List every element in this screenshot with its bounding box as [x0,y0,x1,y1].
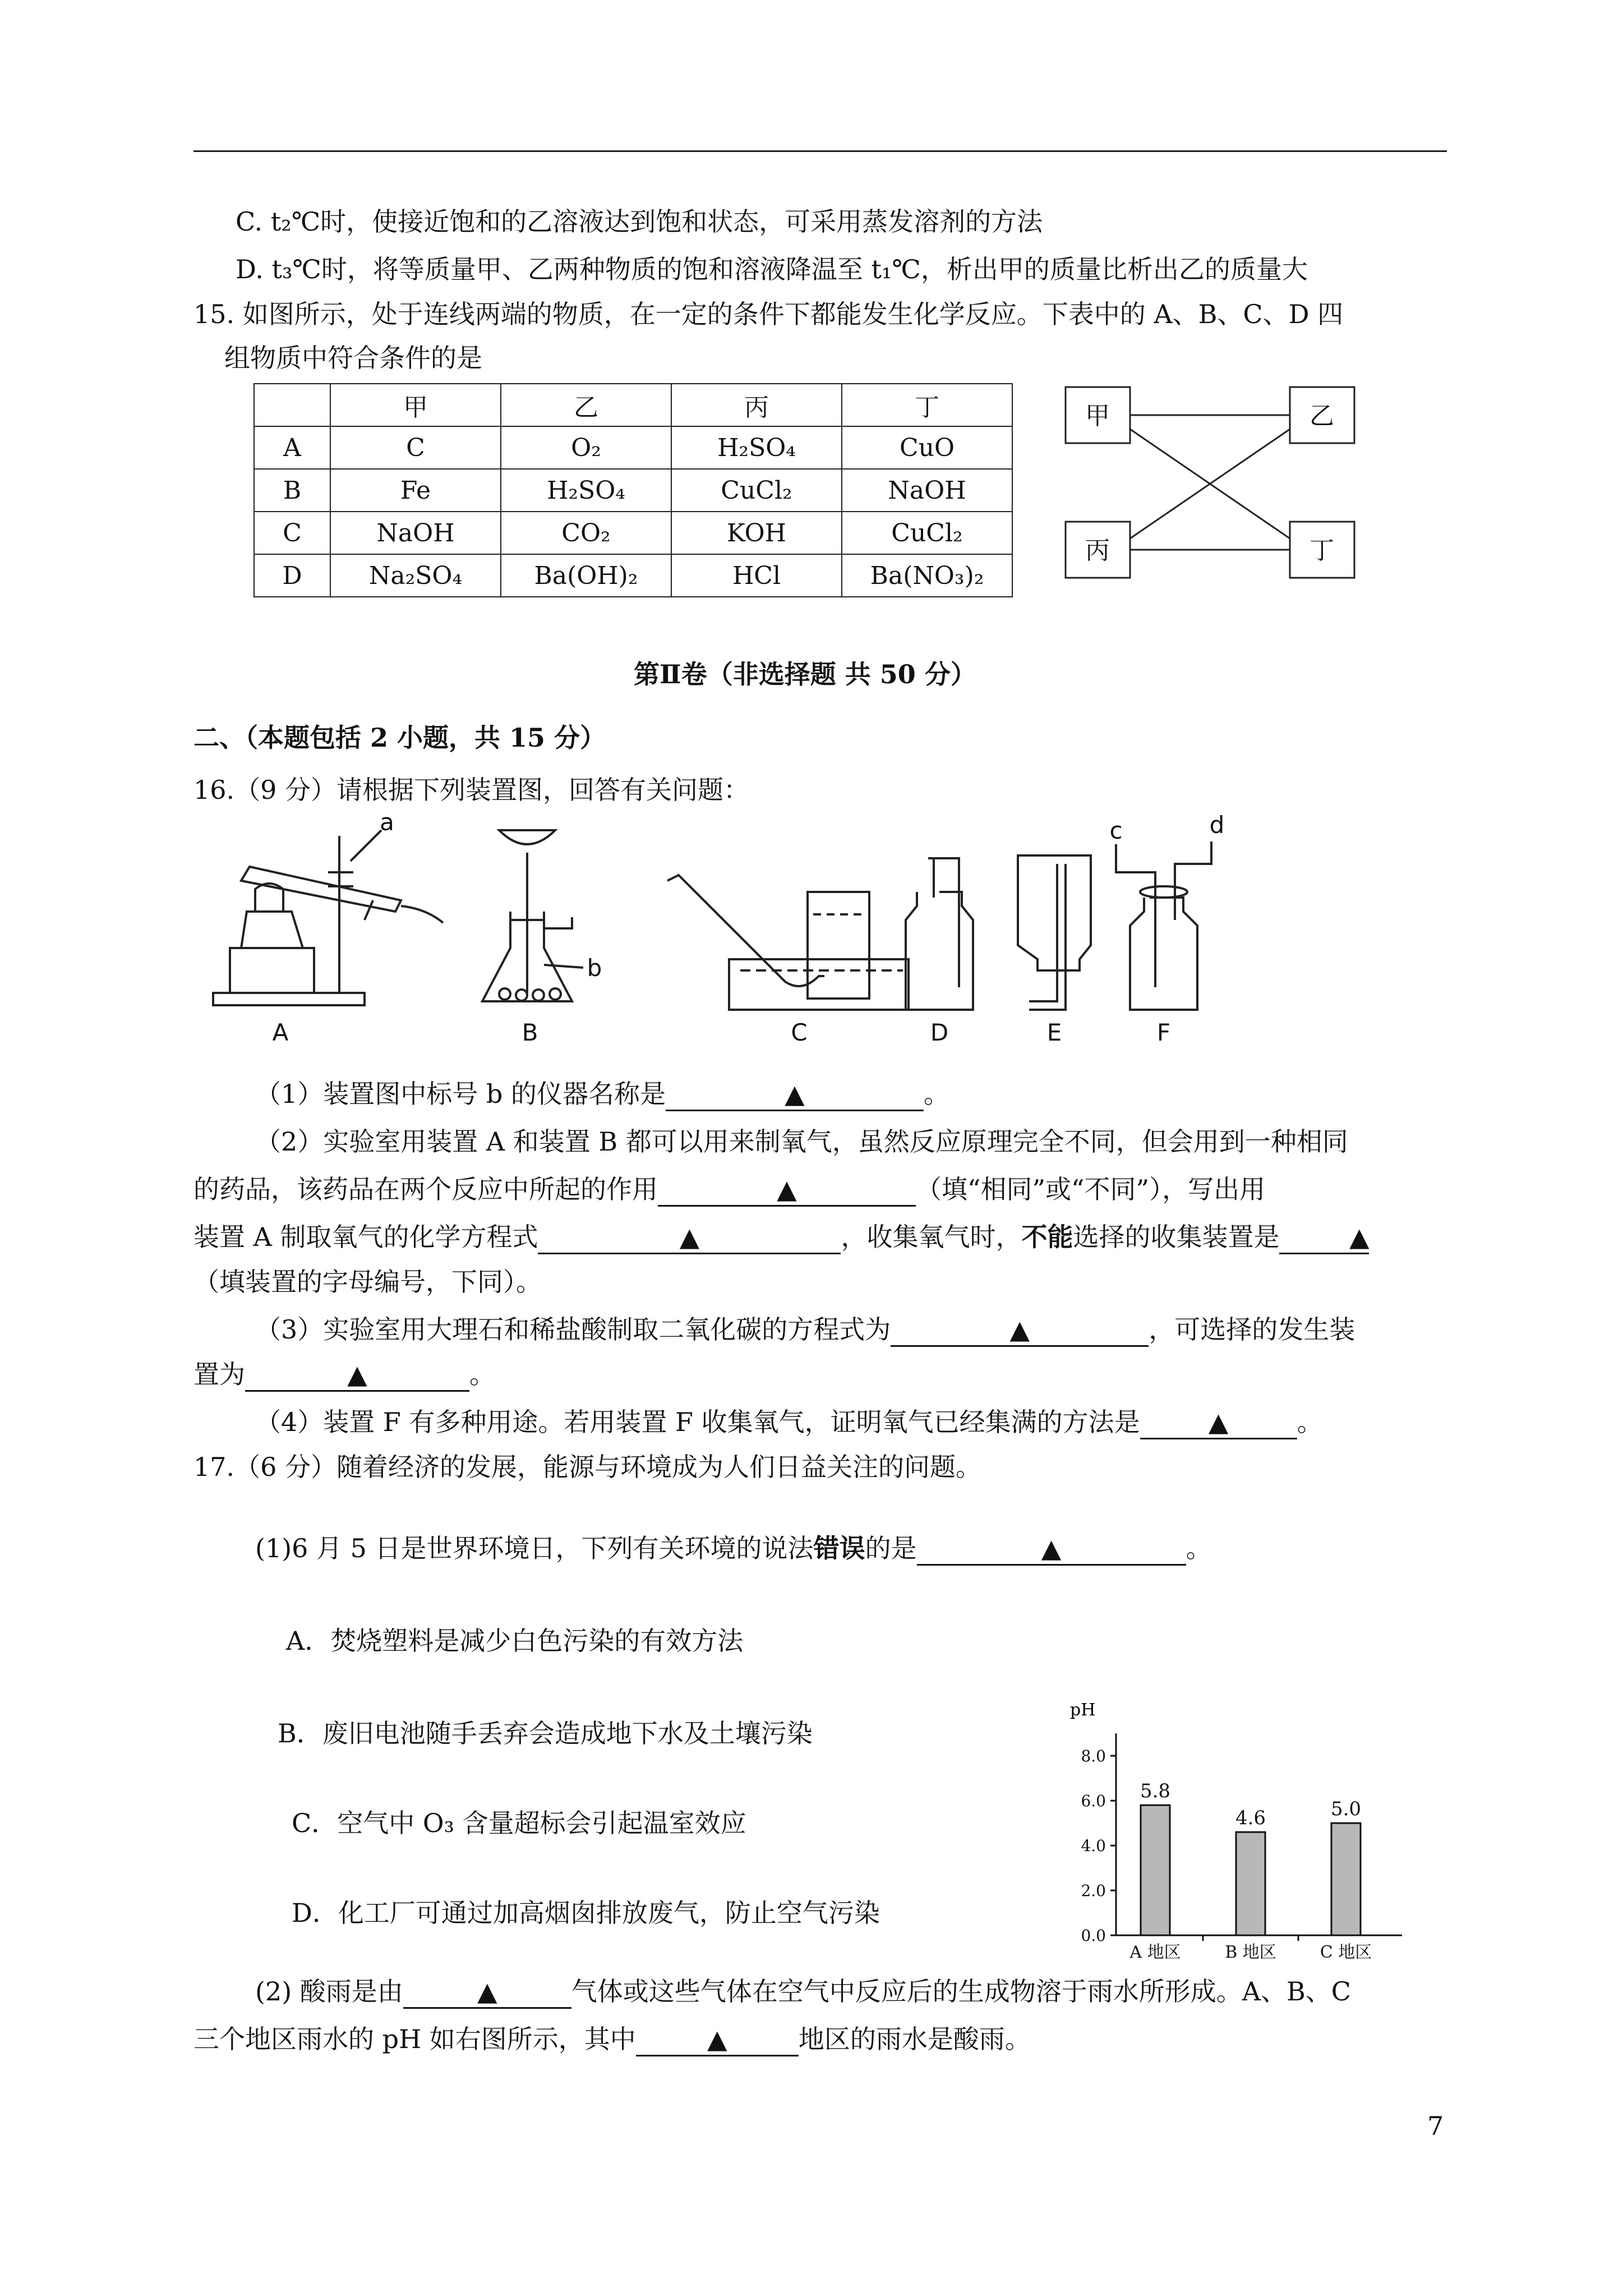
q16-part4: （4）装置 F 有多种用途。若用装置 F 收集氧气，证明氧气已经集满的方法是 ▲ 。 [255,1405,1323,1439]
q17-part1: (1)6 月 5 日是世界环境日，下列有关环境的说法错误的是 ▲ 。 [255,1531,1212,1566]
table-cell: Ba(OH)₂ [501,554,671,597]
chart-bar [1141,1805,1170,1935]
table-cell: CuCl₂ [671,469,842,512]
q17-option-b: B．废旧电池随手丢弃会造成地下水及土壤污染 [278,1718,813,1749]
q14-option-c: C. t₂℃时，使接近饱和的乙溶液达到饱和状态，可采用蒸发溶剂的方法 [236,206,1043,237]
label-bing: 丙 [1085,536,1110,565]
table-cell: B [254,469,330,512]
chart-data-label: 4.6 [1235,1807,1266,1829]
table-header-row [254,384,1012,426]
q15-options-table [253,383,1013,597]
chart-ylabel: pH [1070,1700,1096,1720]
apparatus-e [1018,855,1091,1010]
table-row [254,426,1012,469]
table-cell: NaOH [330,512,501,554]
table-cell: 丙 [671,384,842,426]
apparatus-label-a: A [272,1019,289,1043]
table-cell: O₂ [501,426,671,469]
table-cell: 丁 [842,384,1012,426]
table-cell: CuCl₂ [842,512,1012,554]
q16-apparatus-figure [208,808,1329,1043]
label-ding: 丁 [1310,536,1334,565]
header-rule [193,150,1447,152]
table-cell: A [254,426,330,469]
table-cell: C [330,426,501,469]
table-cell: NaOH [842,469,1012,512]
table-row [254,469,1012,512]
apparatus-a [213,830,443,1005]
q16-part2-line2: 的药品，该药品在两个反应中所起的作用 ▲ （填“相同”或“不同”），写出用 [193,1172,1265,1207]
answer-blank[interactable]: ▲ [403,1976,571,2009]
q17-stem: 17.（6 分）随着经济的发展，能源与环境成为人们日益关注的问题。 [193,1452,982,1482]
ph-bar-chart [1054,1694,1413,1969]
table-cell: H₂SO₄ [671,426,842,469]
label-yi: 乙 [1310,402,1334,430]
chart-category-label: C 地区 [1320,1943,1372,1962]
mark-c: c [1109,817,1123,844]
apparatus-label-e: E [1046,1019,1062,1043]
chart-y-tick-label: 2.0 [1081,1881,1106,1900]
q17-option-c: C．空气中 O₃ 含量超标会引起温室效应 [292,1808,746,1838]
table-row [254,554,1012,597]
q16-part2-line4: （填装置的字母编号，下同）。 [193,1267,542,1297]
apparatus-label-d: D [930,1019,949,1043]
chart-data-label: 5.0 [1330,1798,1362,1820]
chart-y-tick-label: 8.0 [1081,1747,1106,1765]
q15-stem-line1: 15. 如图所示，处于连线两端的物质，在一定的条件下都能发生化学反应。下表中的 A、B、C、D 四 [193,299,1344,329]
table-cell: 乙 [501,384,671,426]
q16-part3-line1: （3）实验室用大理石和稀盐酸制取二氧化碳的方程式为 ▲ ，可选择的发生装 [255,1313,1355,1347]
answer-blank[interactable]: ▲ [1279,1221,1369,1254]
answer-blank[interactable]: ▲ [666,1078,924,1111]
q16-part1: （1）装置图中标号 b 的仪器名称是 ▲ 。 [255,1077,949,1111]
table-cell: Fe [330,469,501,512]
q15-reaction-diagram [1060,381,1363,583]
chart-bar [1331,1823,1361,1935]
q17-option-a: A．焚烧塑料是减少白色污染的有效方法 [286,1626,744,1656]
apparatus-label-c: C [791,1019,808,1043]
section-title: 第Ⅱ卷（非选择题 共 50 分） [634,659,976,689]
q16-part2-line3: 装置 A 制取氧气的化学方程式 ▲ ，收集氧气时，不能选择的收集装置是 ▲ [193,1220,1369,1254]
answer-blank[interactable]: ▲ [891,1314,1149,1347]
answer-blank[interactable]: ▲ [917,1533,1186,1566]
mark-a: a [380,808,394,836]
apparatus-f [1116,841,1211,1010]
apparatus-label-b: B [522,1019,538,1043]
table-cell: C [254,512,330,554]
q17-part2-line2: 三个地区雨水的 pH 如右图所示，其中 ▲ 地区的雨水是酸雨。 [193,2022,1031,2056]
table-cell [254,384,330,426]
table-cell: H₂SO₄ [501,469,671,512]
apparatus-label-f: F [1156,1019,1171,1043]
answer-blank[interactable]: ▲ [538,1221,841,1254]
table-row [254,512,1012,554]
table-cell: Ba(NO₃)₂ [842,554,1012,597]
apparatus-b [482,830,583,1001]
table-cell: D [254,554,330,597]
q16-stem: 16.（9 分）请根据下列装置图，回答有关问题： [193,775,750,805]
table-cell: Na₂SO₄ [330,554,501,597]
q16-part2-line1: （2）实验室用装置 A 和装置 B 都可以用来制氧气，虽然反应原理完全不同，但会用到一种相同 [255,1126,1348,1157]
q15-stem-line2: 组物质中符合条件的是 [224,343,482,373]
apparatus-d [906,858,973,1010]
chart-data-label: 5.8 [1140,1780,1171,1802]
answer-blank[interactable]: ▲ [636,2023,799,2056]
page-number: 7 [1427,2111,1444,2141]
label-jia: 甲 [1085,402,1110,430]
table-cell: CO₂ [501,512,671,554]
chart-category-label: A 地区 [1129,1943,1181,1962]
mark-d: d [1209,811,1225,839]
table-cell: KOH [671,512,842,554]
chart-y-tick-label: 0.0 [1081,1926,1106,1945]
q16-part3-line2: 置为 ▲ 。 [193,1358,495,1392]
answer-blank[interactable]: ▲ [658,1174,916,1207]
apparatus-c [667,875,909,1010]
chart-y-tick-label: 6.0 [1081,1792,1106,1810]
chart-bar [1236,1832,1265,1935]
table-cell: CuO [842,426,1012,469]
q17-part2-line1: (2) 酸雨是由 ▲ 气体或这些气体在空气中反应后的生成物溶于雨水所形成。A、B、C [255,1975,1351,2009]
chart-y-tick-label: 4.0 [1081,1837,1106,1855]
mark-b: b [587,954,602,982]
answer-blank[interactable]: ▲ [1140,1406,1297,1439]
table-cell: 甲 [330,384,501,426]
section-heading: 二、（本题包括 2 小题，共 15 分） [193,723,606,753]
q14-option-d: D. t₃℃时，将等质量甲、乙两种物质的饱和溶液降温至 t₁℃，析出甲的质量比析出乙的质量大 [236,254,1308,284]
answer-blank[interactable]: ▲ [245,1359,469,1392]
q17-option-d: D．化工厂可通过加高烟囱排放废气，防止空气污染 [292,1898,880,1928]
chart-category-label: B 地区 [1225,1943,1276,1962]
table-cell: HCl [671,554,842,597]
